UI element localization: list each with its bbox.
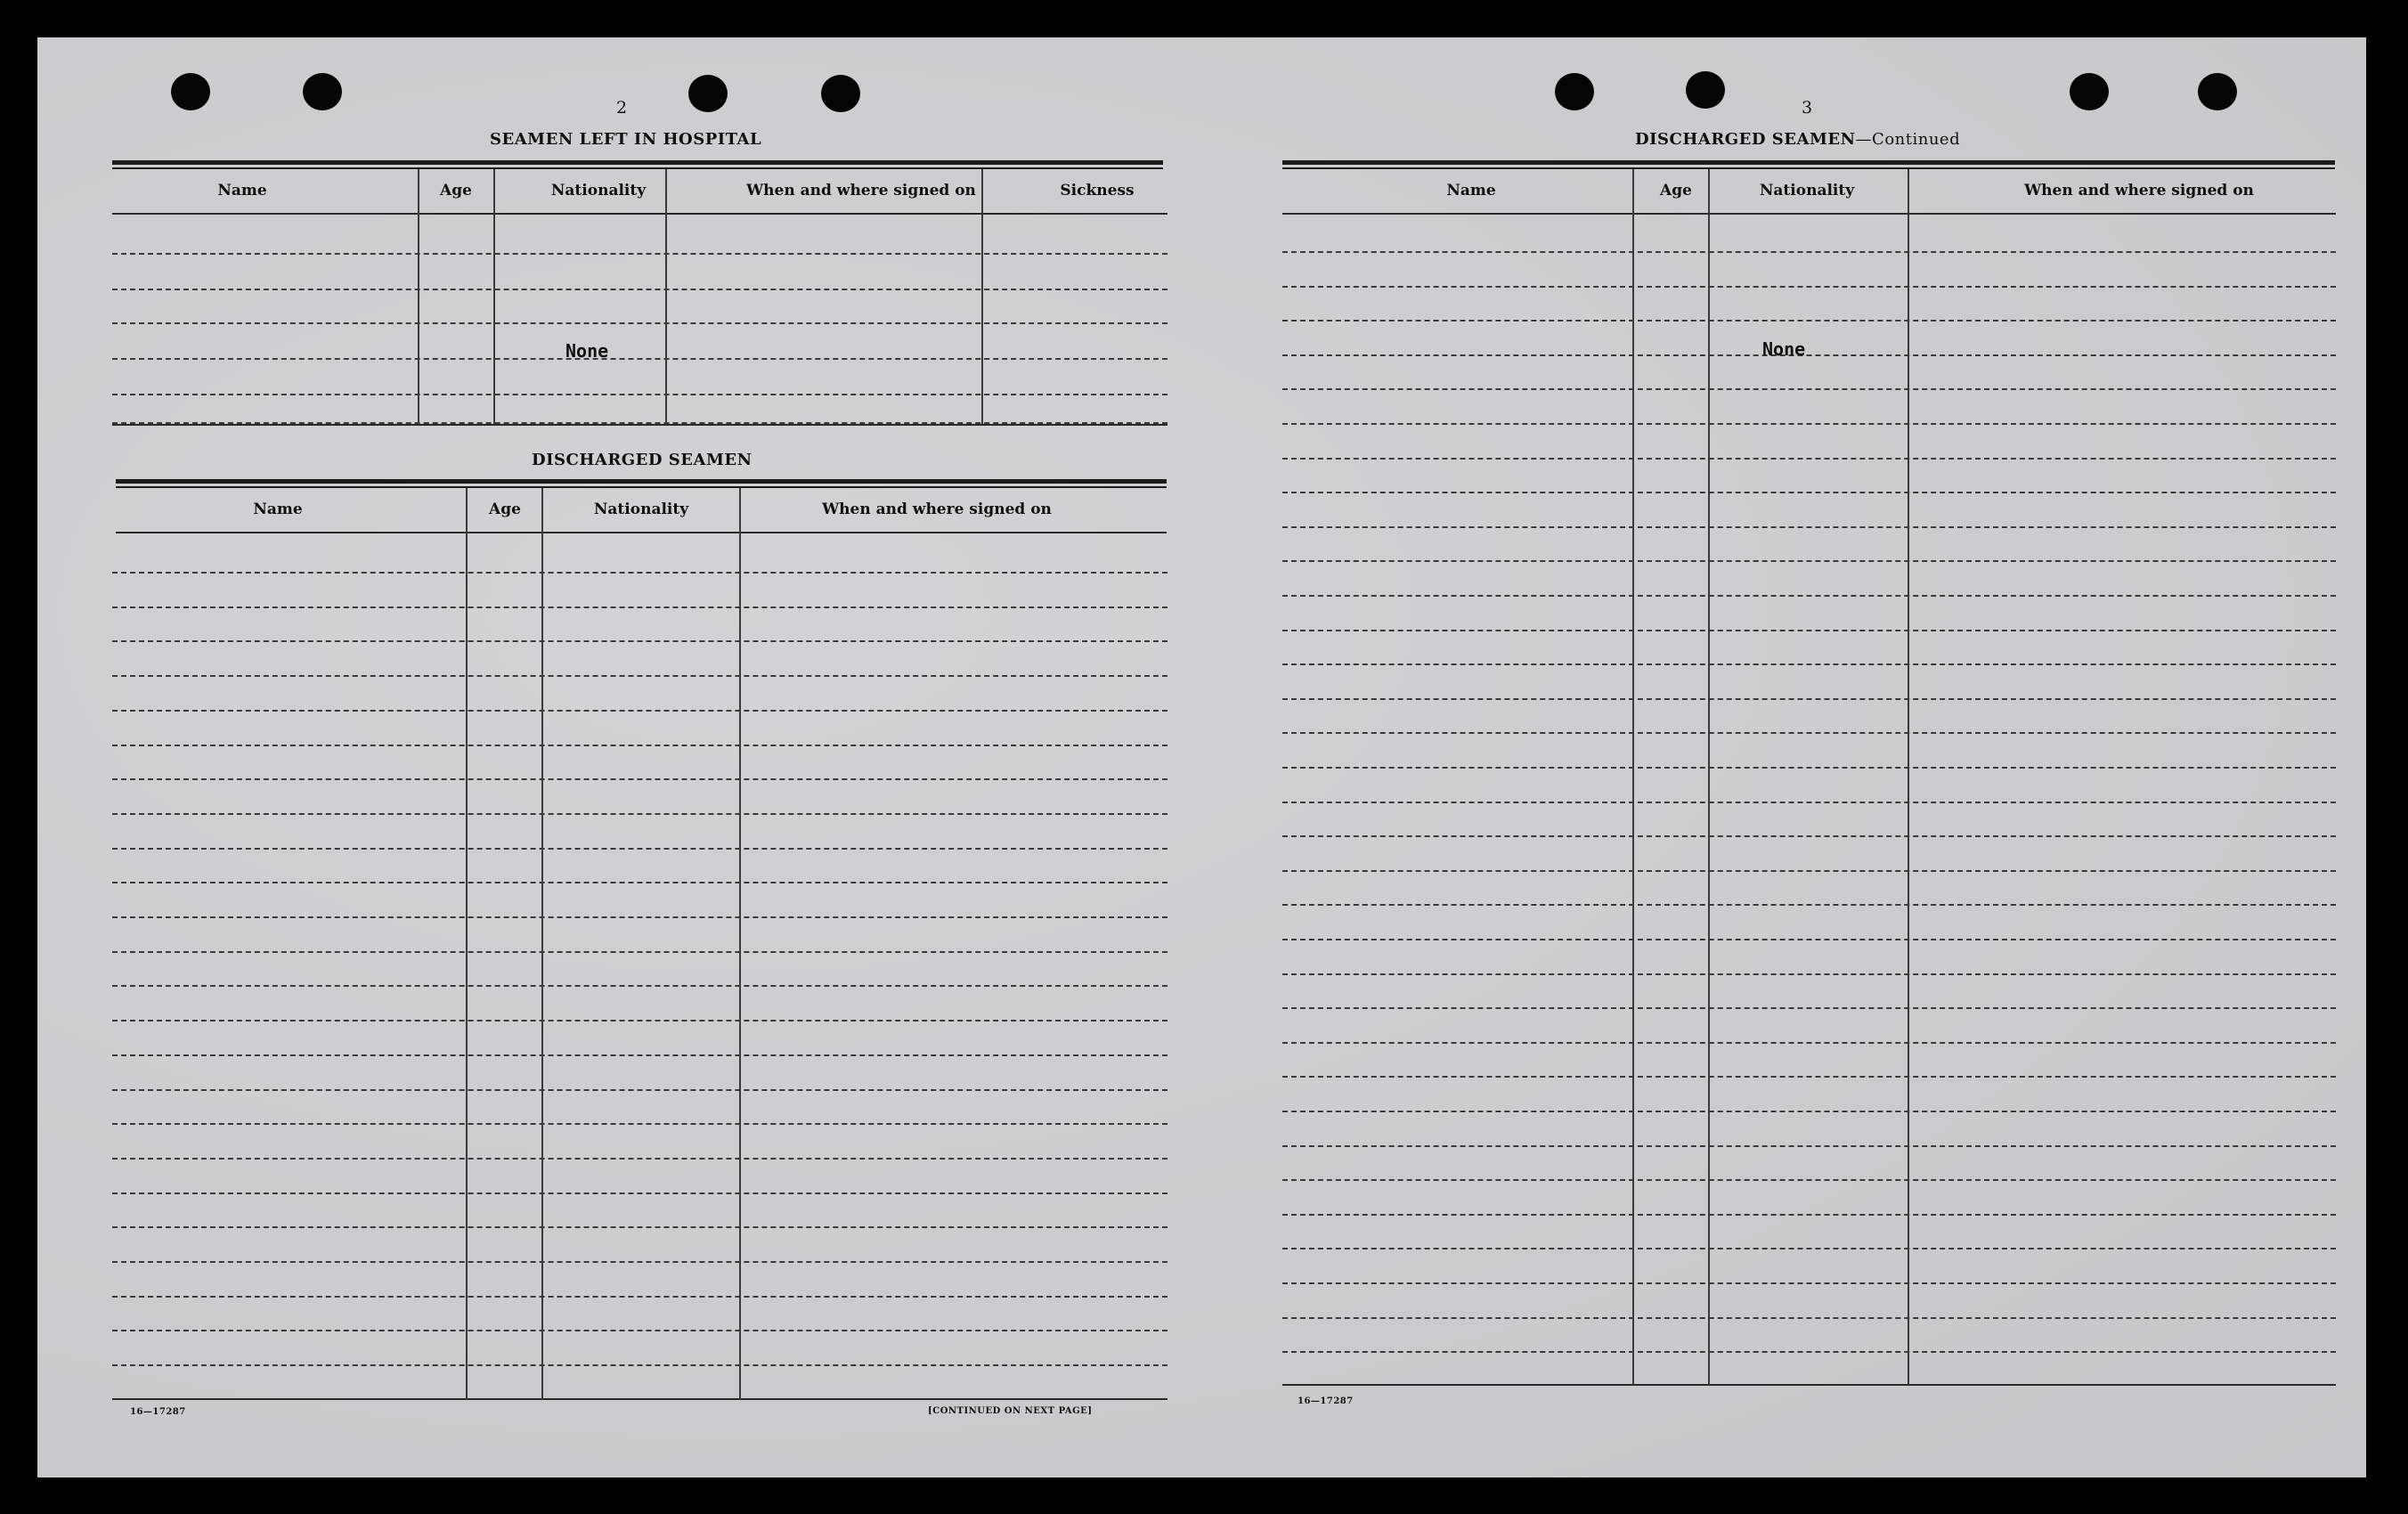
column-divider: [739, 488, 741, 1400]
column-divider: [418, 169, 419, 424]
punch-hole: [1686, 71, 1725, 109]
table-row: [1282, 1145, 2336, 1147]
punch-hole: [1555, 73, 1594, 110]
table-row: [112, 572, 1167, 574]
title-main: DISCHARGED SEAMEN: [1635, 130, 1856, 149]
scanned-document: [37, 37, 2366, 1477]
table-row: [1282, 767, 2336, 769]
table-row: [1282, 251, 2336, 253]
table-row: [112, 358, 1167, 360]
column-divider: [981, 169, 983, 424]
table-row: [112, 1192, 1167, 1194]
column-divider: [1708, 169, 1710, 1385]
continued-note: [CONTINUED ON NEXT PAGE]: [928, 1406, 1093, 1416]
table-row: [112, 1296, 1167, 1298]
table-row: [112, 606, 1167, 608]
column-header-nationality: Nationality: [550, 182, 647, 199]
table-row: [1282, 1179, 2336, 1181]
column-divider: [665, 169, 667, 424]
table-row: [1282, 1214, 2336, 1216]
column-divider: [493, 169, 495, 424]
table-row: [1282, 458, 2336, 460]
table-row: [1282, 904, 2336, 906]
table-bottom-rule: [112, 424, 1167, 426]
table-row: [1282, 560, 2336, 562]
thin-rule: [1282, 167, 2335, 169]
table-row: [112, 1020, 1167, 1022]
punch-hole: [171, 73, 210, 110]
column-divider: [1632, 169, 1634, 1385]
table-row: [112, 1089, 1167, 1091]
table-row: [1282, 1111, 2336, 1112]
discharged-continued-title: [1635, 130, 1960, 149]
header-underline: [112, 213, 1167, 215]
table-row: [112, 813, 1167, 815]
table-row: [1282, 492, 2336, 493]
punch-hole: [2070, 73, 2109, 110]
table-row: [112, 916, 1167, 918]
table-row: [1282, 1351, 2336, 1353]
table-row: [1282, 973, 2336, 975]
table-bottom-rule: [112, 1398, 1167, 1400]
table-row: [112, 1123, 1167, 1125]
table-row: [112, 322, 1167, 324]
column-header-nationality: Nationality: [1759, 182, 1855, 199]
table-row: [1282, 423, 2336, 425]
column-divider: [466, 488, 468, 1400]
column-header-name: Name: [253, 501, 303, 518]
punch-hole: [303, 73, 342, 110]
table-row: [1282, 835, 2336, 837]
table-row: [112, 778, 1167, 780]
table-row: [1282, 286, 2336, 288]
heavy-rule: [112, 160, 1163, 165]
table-row: [1282, 1042, 2336, 1044]
table-row: [1282, 388, 2336, 390]
table-row: [112, 289, 1167, 290]
table-row: [112, 848, 1167, 850]
table-row: [1282, 698, 2336, 700]
table-row: [112, 1330, 1167, 1331]
table-row: [112, 882, 1167, 883]
page-number: 2: [616, 98, 628, 118]
table-row: [112, 253, 1167, 255]
hospital-section-title: SEAMEN LEFT IN HOSPITAL: [490, 130, 762, 149]
table-row: [1282, 1248, 2336, 1249]
table-row: [1282, 320, 2336, 322]
table-row: [1282, 939, 2336, 940]
column-header-signed-on: When and where signed on: [2024, 182, 2254, 199]
form-number: 16—17287: [1298, 1396, 1354, 1406]
none-entry: None: [565, 340, 609, 362]
none-entry: None: [1762, 338, 1806, 360]
thin-rule: [116, 486, 1167, 488]
table-row: [112, 745, 1167, 746]
table-row: [112, 675, 1167, 677]
table-row: [1282, 595, 2336, 597]
table-row: [1282, 1282, 2336, 1284]
column-header-nationality: Nationality: [593, 501, 689, 518]
column-header-name: Name: [217, 182, 267, 199]
header-underline: [1282, 213, 2336, 215]
table-row: [1282, 802, 2336, 803]
column-header-age: Age: [489, 501, 521, 518]
column-header-age: Age: [1660, 182, 1692, 199]
table-row: [112, 985, 1167, 987]
table-row: [112, 394, 1167, 395]
thin-rule: [112, 167, 1163, 169]
punch-hole: [688, 75, 728, 112]
table-row: [112, 640, 1167, 642]
table-row: [112, 1054, 1167, 1056]
table-row: [1282, 1007, 2336, 1009]
table-row: [1282, 526, 2336, 528]
table-row: [1282, 870, 2336, 872]
table-row: [1282, 354, 2336, 356]
heavy-rule: [116, 479, 1167, 484]
header-underline: [116, 532, 1167, 533]
column-header-name: Name: [1446, 182, 1496, 199]
punch-hole: [821, 75, 860, 112]
table-row: [112, 951, 1167, 953]
punch-hole: [2198, 73, 2237, 110]
column-divider: [1908, 169, 1909, 1385]
column-header-signed-on: When and where signed on: [822, 501, 1052, 518]
table-row: [112, 1158, 1167, 1160]
column-divider: [541, 488, 543, 1400]
table-row: [112, 710, 1167, 712]
discharged-section-title: DISCHARGED SEAMEN: [532, 451, 752, 469]
table-row: [1282, 1317, 2336, 1319]
form-number: 16—17287: [130, 1407, 186, 1417]
table-row: [1282, 663, 2336, 665]
table-row: [1282, 732, 2336, 734]
column-header-signed-on: When and where signed on: [746, 182, 976, 199]
column-header-sickness: Sickness: [1060, 182, 1135, 199]
title-suffix: —Continued: [1855, 130, 1961, 149]
table-row: [1282, 630, 2336, 631]
table-bottom-rule: [1282, 1384, 2336, 1386]
table-row: [1282, 1076, 2336, 1078]
page-number: 3: [1802, 98, 1813, 118]
table-row: [112, 1364, 1167, 1366]
column-header-age: Age: [440, 182, 472, 199]
table-row: [112, 1226, 1167, 1228]
table-row: [112, 1261, 1167, 1263]
heavy-rule: [1282, 160, 2335, 165]
